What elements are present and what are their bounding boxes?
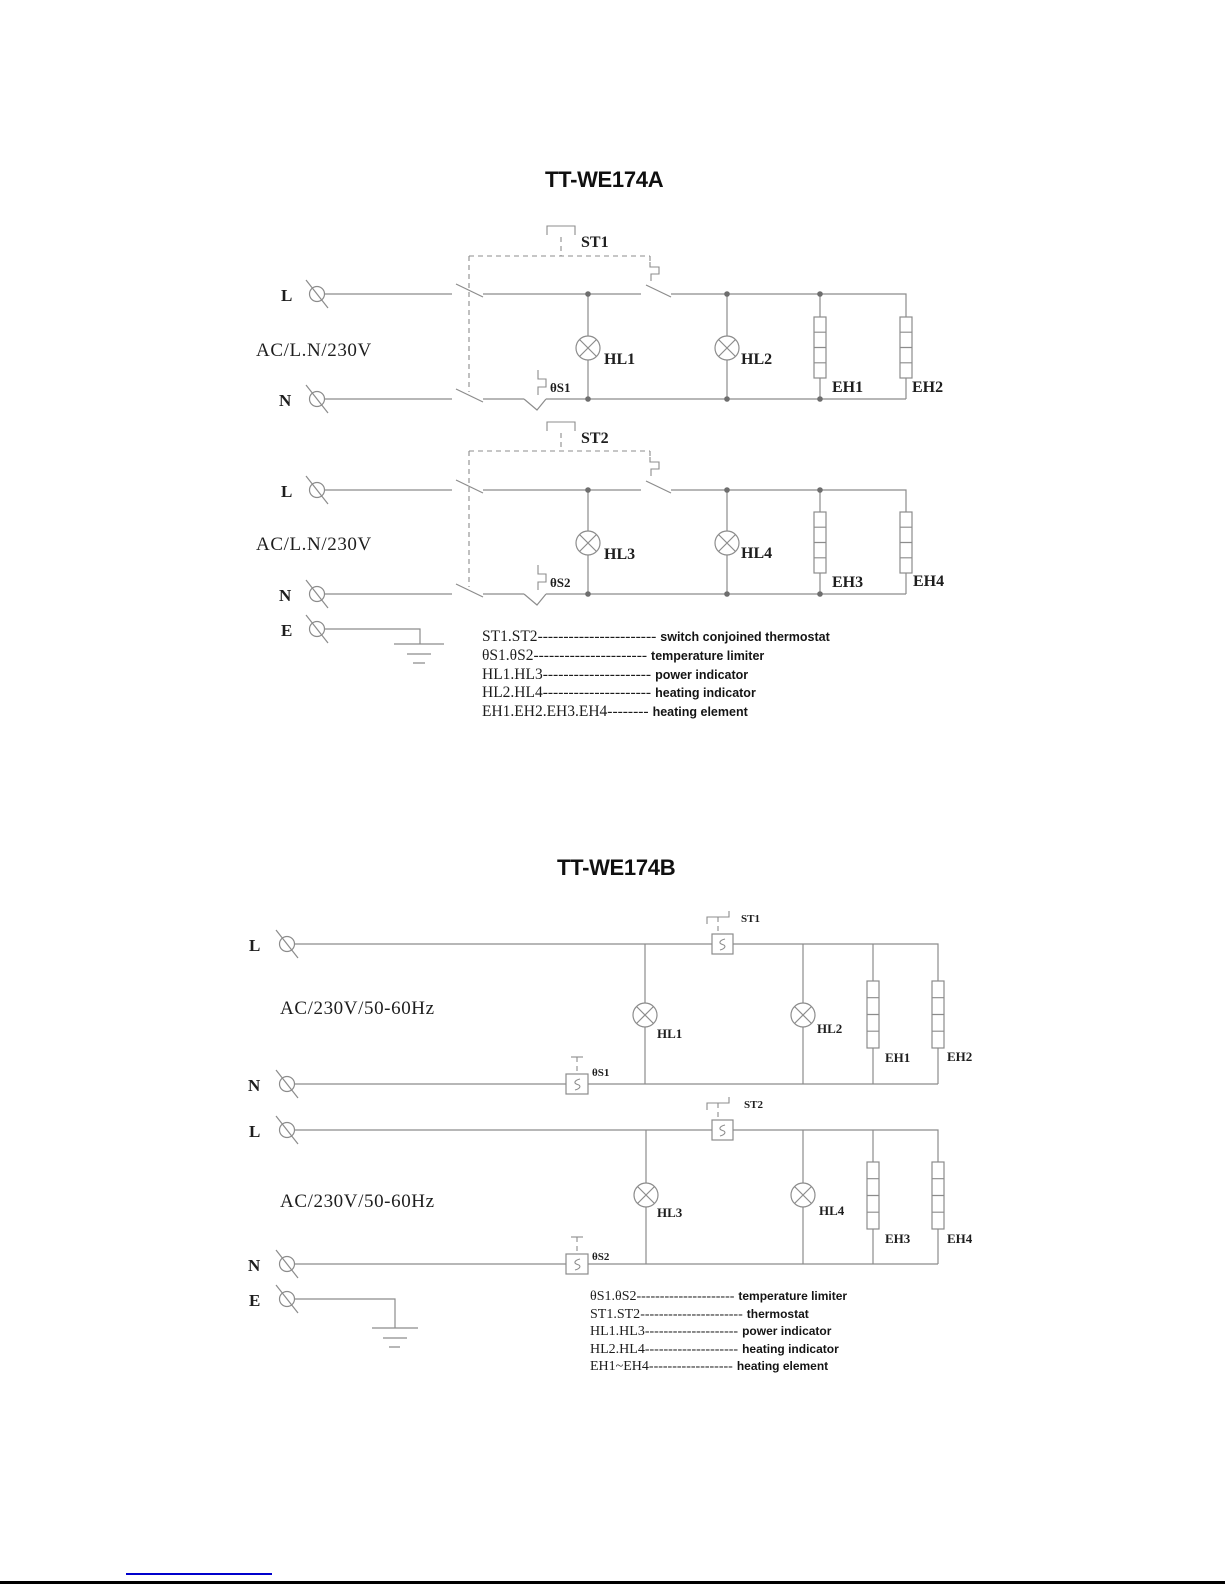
label-l-top-a: L <box>281 286 293 305</box>
label-hl1-a: HL1 <box>604 351 636 368</box>
label-eh3-a: EH3 <box>832 574 864 591</box>
legend-dashes: --------------------- <box>636 1289 735 1304</box>
temp-limiter-ths1-a-icon <box>538 370 546 395</box>
heater-eh2-icon <box>900 317 912 378</box>
legend-desc: power indicator <box>742 1324 832 1338</box>
label-hl4-b: HL4 <box>819 1203 845 1218</box>
label-n-top-b: N <box>248 1076 261 1095</box>
terminal-l-bottom-a-icon <box>306 476 328 504</box>
legend-b-row <box>590 1323 847 1341</box>
legend-desc: switch conjoined thermostat <box>660 630 830 644</box>
legend-dashes: ---------------------- <box>640 1306 743 1322</box>
legend-term: θS1.θS2 <box>482 646 534 664</box>
legend-dashes: --------------------- <box>542 684 652 702</box>
terminal-l-bottom-b-icon <box>276 1116 298 1144</box>
thermostat-st1-a-icon <box>547 226 575 256</box>
label-st1-a: ST1 <box>581 234 609 251</box>
label-earth-b: E <box>249 1291 261 1310</box>
legend-dashes: ----------------------- <box>537 628 657 645</box>
legend-term: HL2.HL4 <box>590 1341 645 1357</box>
heater-eh3-icon <box>814 512 826 573</box>
label-st2-a: ST2 <box>581 430 609 447</box>
label-l-bottom-a: L <box>281 482 293 501</box>
legend-a-row <box>482 666 830 685</box>
diagram-b <box>248 855 973 1347</box>
legend-dashes: -------------------- <box>644 1324 739 1339</box>
label-hl3-b: HL3 <box>657 1205 683 1220</box>
terminal-l-top-a-icon <box>306 280 328 308</box>
supply-label-bottom-a: AC/L.N/230V <box>256 534 372 555</box>
label-st2-b: ST2 <box>744 1099 763 1111</box>
switch-linkage-a1 <box>650 262 659 281</box>
legend-a-row <box>482 628 830 647</box>
legend-term: HL1.HL3 <box>482 665 543 683</box>
legend-term: HL2.HL4 <box>482 684 543 702</box>
legend-a-row <box>482 703 830 722</box>
diagram-b-title: TT-WE174B <box>557 855 676 880</box>
lamp-hl2-icon <box>715 336 739 360</box>
lamp-hl2-b-icon <box>791 1003 815 1027</box>
supply-label-bottom-b: AC/230V/50-60Hz <box>280 1191 435 1212</box>
label-hl2-b: HL2 <box>817 1021 843 1036</box>
terminal-earth-b-icon <box>276 1285 298 1313</box>
terminal-earth-a-icon <box>306 615 328 643</box>
terminal-n-bottom-a-icon <box>306 580 328 608</box>
heater-eh4-b-icon <box>932 1162 944 1229</box>
terminal-n-top-a-icon <box>306 385 328 413</box>
label-hl1-b: HL1 <box>657 1026 683 1041</box>
legend-desc: heating element <box>652 705 748 720</box>
legend-dashes: ---------------------- <box>533 646 648 664</box>
label-eh4-b: EH4 <box>947 1231 973 1246</box>
lamp-hl4-icon <box>715 531 739 555</box>
label-n-bottom-a: N <box>279 586 292 605</box>
legend-b-row <box>590 1306 847 1324</box>
legend-desc: heating indicator <box>655 686 756 701</box>
heater-eh3-b-icon <box>867 1162 879 1229</box>
legend-desc: temperature limiter <box>651 648 765 663</box>
label-eh2-b: EH2 <box>947 1049 973 1064</box>
lamp-hl1-b-icon <box>633 1003 657 1027</box>
legend-b-row <box>590 1341 847 1359</box>
thermostat-st2-b-icon <box>707 1097 733 1140</box>
legend-desc: temperature limiter <box>738 1289 848 1303</box>
label-n-top-a: N <box>279 391 292 410</box>
label-eh1-a: EH1 <box>832 379 864 396</box>
link-underline[interactable] <box>126 1573 272 1575</box>
circuit-a2-wires <box>325 451 906 605</box>
heater-eh4-icon <box>900 512 912 573</box>
heater-eh1-icon <box>814 317 826 378</box>
label-eh3-b: EH3 <box>885 1231 911 1246</box>
legend-dashes: -------------------- <box>644 1341 739 1357</box>
label-n-bottom-b: N <box>248 1256 261 1275</box>
legend-a-row <box>482 647 830 666</box>
label-eh4-a: EH4 <box>913 573 945 590</box>
legend-term: HL1.HL3 <box>590 1324 645 1339</box>
legend-desc: power indicator <box>655 667 749 682</box>
label-ths2-b: θS2 <box>592 1251 610 1263</box>
label-ths1-a: θS1 <box>550 380 571 395</box>
legend-a <box>482 628 830 722</box>
label-l-top-b: L <box>249 936 261 955</box>
label-hl2-a: HL2 <box>741 351 773 368</box>
label-ths1-b: θS1 <box>592 1067 610 1079</box>
label-hl3-a: HL3 <box>604 546 636 563</box>
ground-symbol-b-icon <box>295 1299 418 1347</box>
terminal-l-top-b-icon <box>276 930 298 958</box>
supply-label-top-a: AC/L.N/230V <box>256 340 372 361</box>
temp-limiter-ths2-a-icon <box>538 565 546 590</box>
page-bottom-rule <box>0 1581 1225 1584</box>
heater-eh1-b-icon <box>867 981 879 1048</box>
legend-dashes: -------- <box>607 703 649 721</box>
legend-desc: heating indicator <box>742 1341 839 1356</box>
circuit-a1-wires <box>325 256 906 410</box>
legend-b <box>590 1288 847 1376</box>
supply-label-top-b: AC/230V/50-60Hz <box>280 998 435 1019</box>
temp-limiter-ths2-b-icon <box>566 1237 588 1274</box>
legend-a-row <box>482 684 830 703</box>
legend-term: EH1~EH4 <box>590 1359 649 1374</box>
legend-b-row <box>590 1358 847 1376</box>
legend-dashes: ------------------ <box>648 1359 733 1374</box>
switch-linkage-a2 <box>650 457 659 476</box>
label-ths2-a: θS2 <box>550 575 571 590</box>
legend-term: EH1.EH2.EH3.EH4 <box>482 703 608 721</box>
thermostat-st2-a-icon <box>547 422 575 451</box>
legend-term: ST1.ST2 <box>590 1306 641 1322</box>
diagram-a <box>256 167 944 663</box>
legend-desc: heating element <box>736 1359 829 1373</box>
legend-desc: thermostat <box>746 1306 809 1321</box>
thermostat-st1-b-icon <box>707 911 733 954</box>
label-hl4-a: HL4 <box>741 545 773 562</box>
diagram-a-title: TT-WE174A <box>545 167 664 192</box>
terminal-n-bottom-b-icon <box>276 1250 298 1278</box>
lamp-hl4-b-icon <box>791 1183 815 1207</box>
legend-term: θS1.θS2 <box>590 1289 637 1304</box>
label-earth-a: E <box>281 621 293 640</box>
heater-eh2-b-icon <box>932 981 944 1048</box>
legend-term: ST1.ST2 <box>482 628 538 645</box>
legend-b-row <box>590 1288 847 1306</box>
terminal-n-top-b-icon <box>276 1070 298 1098</box>
lamp-hl1-icon <box>576 336 600 360</box>
temp-limiter-ths1-b-icon <box>566 1057 588 1094</box>
legend-dashes: --------------------- <box>542 665 652 683</box>
lamp-hl3-icon <box>576 531 600 555</box>
label-eh1-b: EH1 <box>885 1050 911 1065</box>
label-eh2-a: EH2 <box>912 379 944 396</box>
lamp-hl3-b-icon <box>634 1183 658 1207</box>
label-st1-b: ST1 <box>741 913 760 925</box>
label-l-bottom-b: L <box>249 1122 261 1141</box>
ground-symbol-a-icon <box>325 629 444 663</box>
